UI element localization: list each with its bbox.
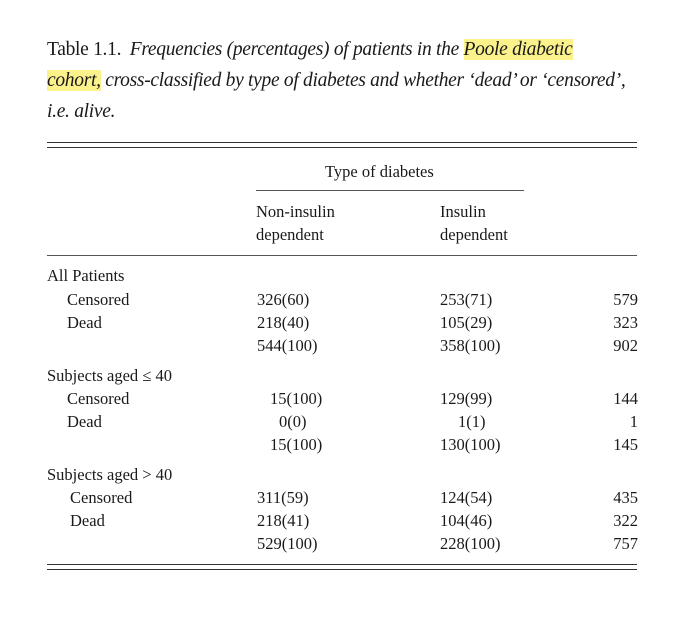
spanner-header: Type of diabetes xyxy=(325,162,434,181)
row-label: Censored xyxy=(70,488,133,507)
cell-value: 130(100) xyxy=(440,435,501,454)
highlighted-text: cohort, xyxy=(47,70,101,91)
cell-value: 124(54) xyxy=(440,488,493,507)
cell-value: 253(71) xyxy=(440,290,493,309)
table-caption xyxy=(47,34,647,127)
row-label: Censored xyxy=(67,389,130,408)
cell-value: 311(59) xyxy=(257,488,309,507)
group-title: Subjects aged > 40 xyxy=(47,465,173,484)
cell-value: 326(60) xyxy=(257,290,310,309)
column-header-insulin xyxy=(440,202,508,245)
caption-text-part: Frequencies (percentages) of patients in the xyxy=(129,39,464,60)
group-title: All Patients xyxy=(47,266,125,285)
row-label: Dead xyxy=(67,412,102,431)
row-total: 145 xyxy=(613,435,638,454)
bottom-rule xyxy=(47,569,637,570)
cell-value: 544(100) xyxy=(257,336,318,355)
cell-value: 15(100) xyxy=(270,435,323,454)
bottom-rule xyxy=(47,564,637,565)
column-header-line: dependent xyxy=(440,225,508,244)
row-total: 1 xyxy=(629,412,638,431)
row-total: 323 xyxy=(613,313,638,332)
row-label: Dead xyxy=(67,313,102,332)
table-number: Table 1.1. xyxy=(47,39,122,60)
cell-value: 358(100) xyxy=(440,336,501,355)
row-total: 322 xyxy=(613,511,638,530)
row-total: 579 xyxy=(613,290,638,309)
cell-value: 529(100) xyxy=(257,534,318,553)
row-total: 435 xyxy=(613,488,638,507)
row-total: 144 xyxy=(613,389,638,408)
cell-value: 104(46) xyxy=(440,511,493,530)
column-header-line: Insulin xyxy=(440,202,486,221)
cell-value: 15(100) xyxy=(270,389,323,408)
top-rule xyxy=(47,147,637,148)
row-total: 757 xyxy=(613,534,638,553)
cell-value: 228(100) xyxy=(440,534,501,553)
header-rule xyxy=(47,255,637,256)
column-header-line: dependent xyxy=(256,225,324,244)
cell-value: 218(41) xyxy=(257,511,310,530)
cell-value: 0(0) xyxy=(279,412,307,431)
column-header-non-insulin xyxy=(256,202,335,245)
row-total: 902 xyxy=(613,336,638,355)
row-label: Dead xyxy=(70,511,105,530)
cell-value: 129(99) xyxy=(440,389,493,408)
caption-text xyxy=(47,39,625,122)
column-header-line: Non-insulin xyxy=(256,202,335,221)
cell-value: 105(29) xyxy=(440,313,493,332)
row-label: Censored xyxy=(67,290,130,309)
cell-value: 218(40) xyxy=(257,313,310,332)
group-title: Subjects aged ≤ 40 xyxy=(47,366,172,385)
highlighted-text: Poole diabetic xyxy=(463,39,573,60)
top-rule xyxy=(47,142,637,143)
cell-value: 1(1) xyxy=(458,412,486,431)
caption-text-part: cross-classified by type of diabetes and whether ‘dead’ or ‘censored’, i.e. alive. xyxy=(47,70,626,122)
spanner-rule xyxy=(256,190,524,191)
